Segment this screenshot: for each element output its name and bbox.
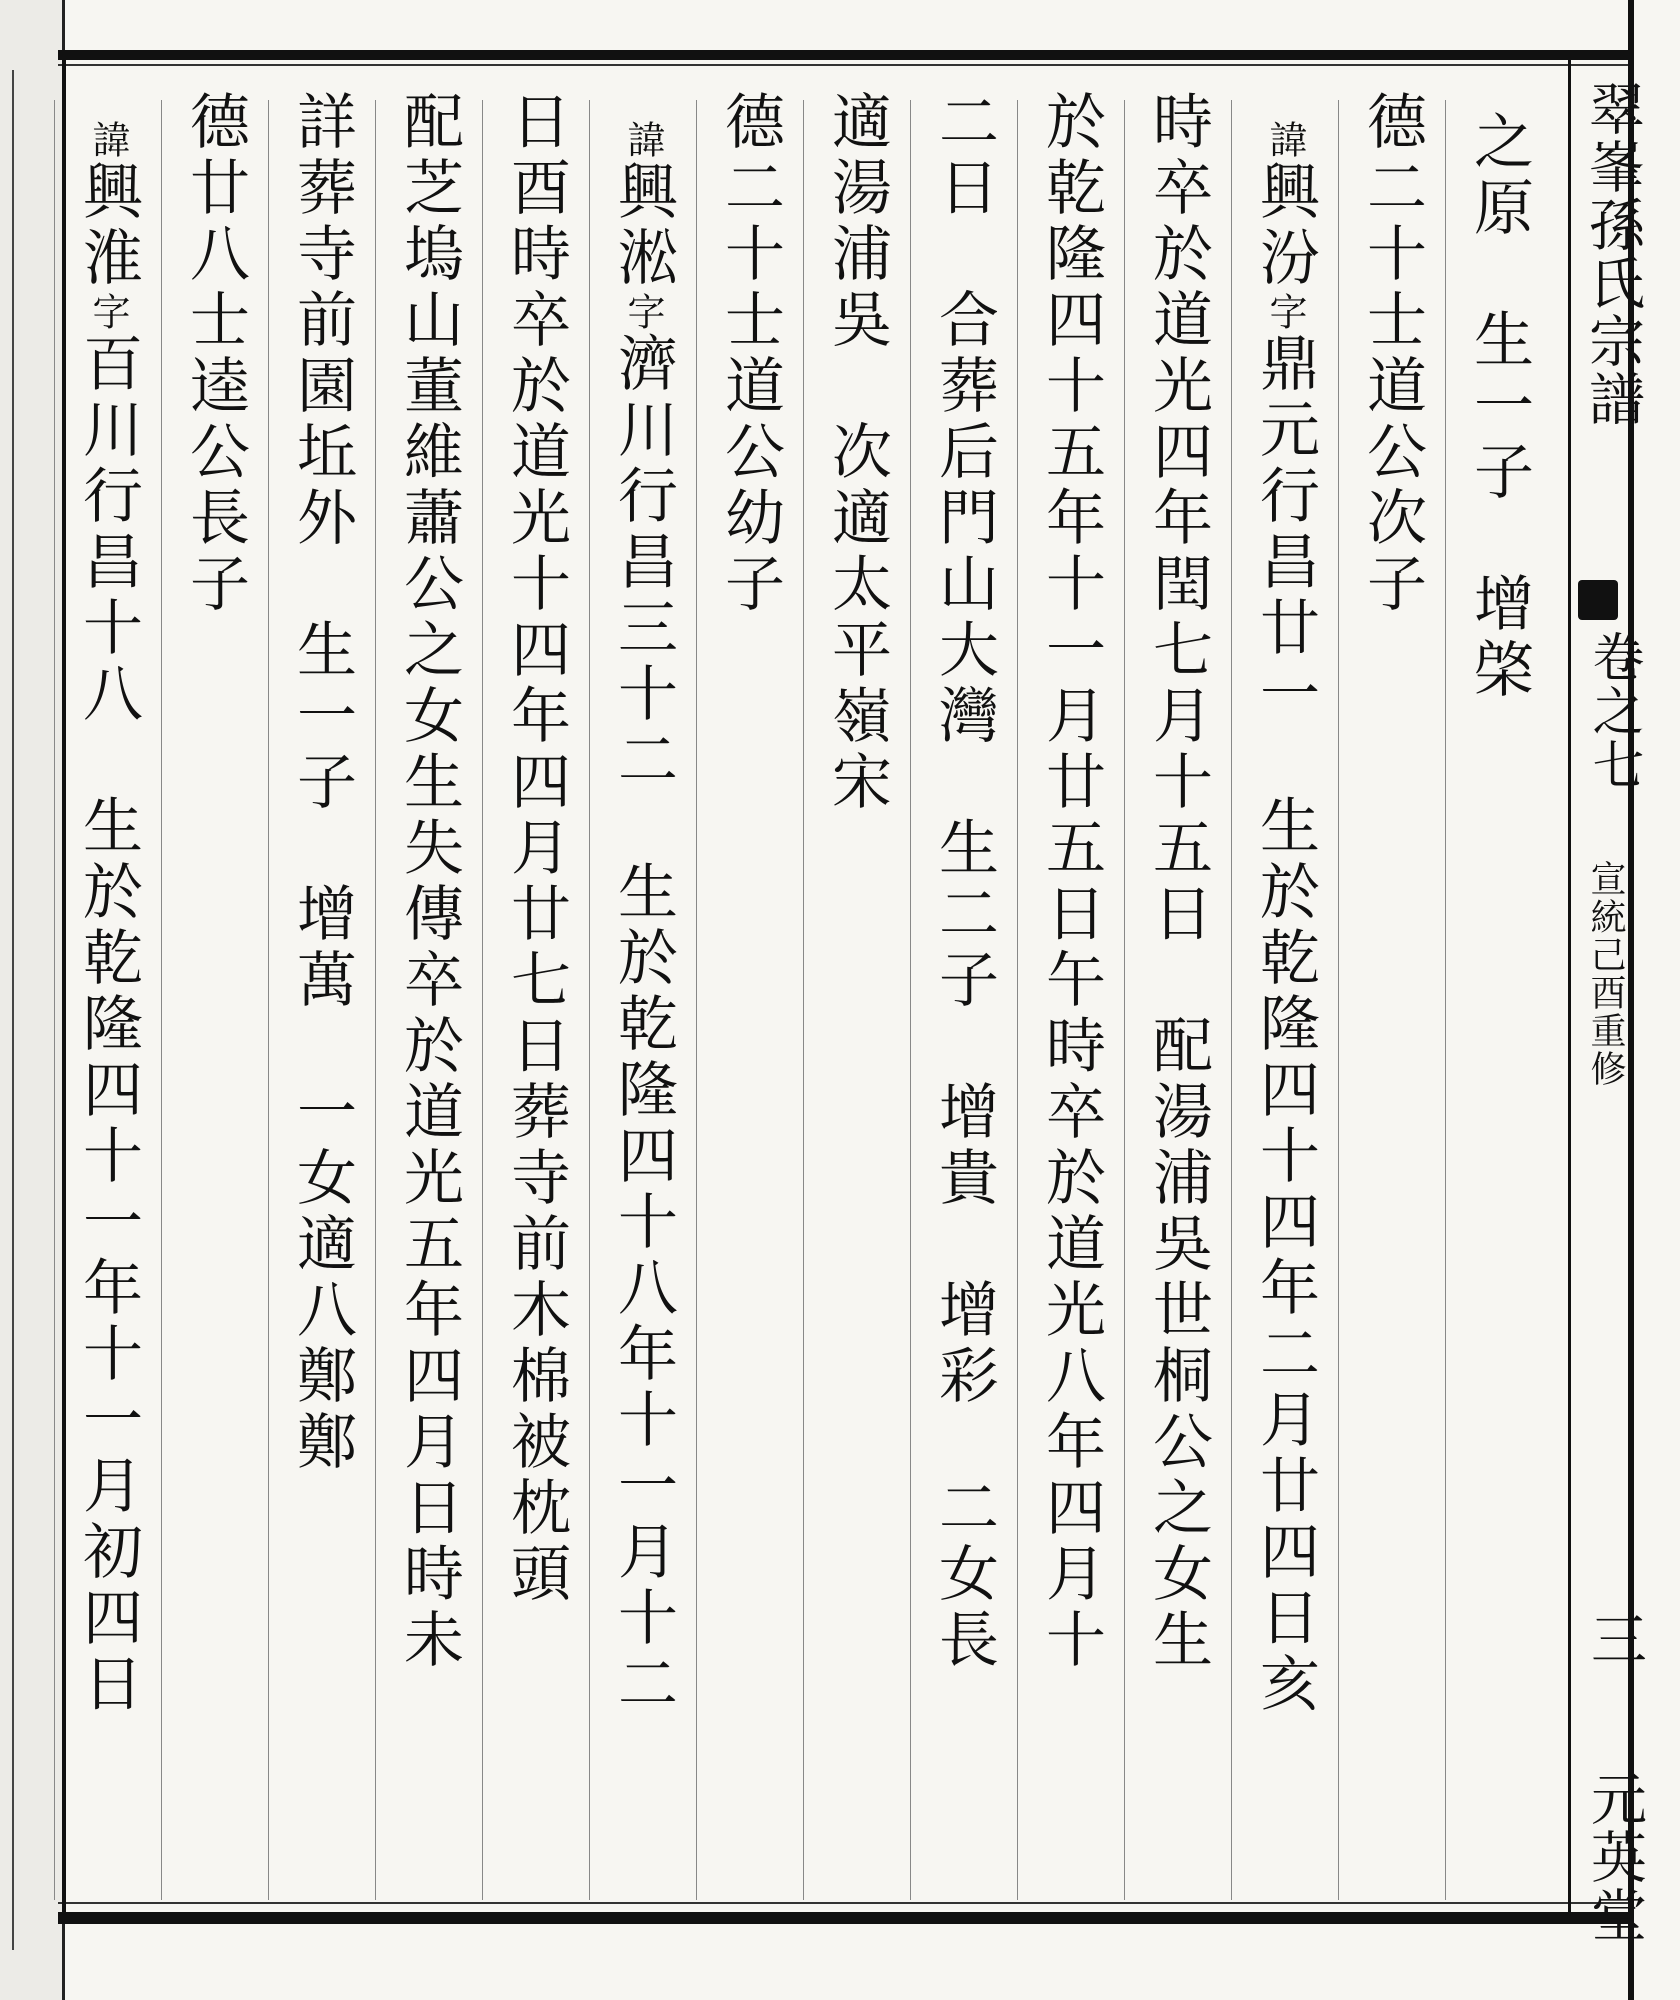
- column-text: 適湯浦吳 次適太平嶺宋: [822, 90, 892, 816]
- taboo-name-marker: 諱: [621, 120, 665, 160]
- page-margin-strip: [1570, 70, 1647, 1944]
- text-column: [1241, 120, 1329, 1930]
- fishtail-marker: [1578, 580, 1618, 620]
- column-text: 興汾: [1250, 160, 1320, 292]
- taboo-name-marker: 諱: [1263, 120, 1307, 160]
- column-text-continued: 濟川行昌三十二 生於乾隆四十八年十一月十二: [608, 332, 678, 1718]
- volume-label: 卷之七: [1583, 630, 1643, 792]
- column-rule: [696, 100, 697, 1900]
- edition-note: 宣統己酉重修: [1585, 860, 1626, 1088]
- text-column: [385, 90, 473, 1900]
- column-text: 之原 生一子 增棨: [1464, 110, 1534, 704]
- column-text: 時卒於道光四年閏七月十五日 配湯浦吳世桐公之女生: [1143, 90, 1213, 1674]
- text-column: [1027, 90, 1115, 1900]
- column-rule: [54, 100, 55, 1900]
- column-text: 德廿八士逵公長子: [180, 90, 250, 618]
- column-rule: [1338, 100, 1339, 1900]
- column-rule: [482, 100, 483, 1900]
- courtesy-name-marker: 字: [86, 292, 130, 332]
- text-column: [813, 90, 901, 1900]
- column-rule: [375, 100, 376, 1900]
- hall-name: 元英堂: [1582, 1770, 1647, 1944]
- column-text: 德二十士道公幼子: [715, 90, 785, 618]
- top-border-inner: [58, 64, 1630, 66]
- column-text: 德二十士道公次子: [1357, 90, 1427, 618]
- text-column: [1455, 110, 1543, 1920]
- column-rule: [803, 100, 804, 1900]
- column-text-continued: 百川行昌十八 生於乾隆四十一年十一月初四日: [73, 332, 143, 1718]
- column-text: 興淞: [608, 160, 678, 292]
- text-column: [492, 90, 580, 1900]
- text-column: [64, 120, 152, 1930]
- text-column: [171, 90, 259, 1900]
- bottom-border-inner: [58, 1902, 1630, 1904]
- column-rule: [1231, 100, 1232, 1900]
- text-column: [599, 120, 687, 1930]
- top-border: [58, 50, 1630, 60]
- text-column: [706, 90, 794, 1900]
- column-text: 於乾隆四十五年十一月廿五日午時卒於道光八年四月十: [1036, 90, 1106, 1674]
- column-rule: [161, 100, 162, 1900]
- text-column: [920, 90, 1008, 1900]
- column-text-continued: 鼎元行昌廿一 生於乾隆四十四年二月廿四日亥: [1250, 332, 1320, 1718]
- courtesy-name-marker: 字: [621, 292, 665, 332]
- taboo-name-marker: 諱: [86, 120, 130, 160]
- column-rule: [910, 100, 911, 1900]
- left-page-edge: [0, 0, 65, 2000]
- courtesy-name-marker: 字: [1263, 292, 1307, 332]
- column-rule: [589, 100, 590, 1900]
- column-rule: [1445, 100, 1446, 1900]
- text-column: [1134, 90, 1222, 1900]
- fold-line: [12, 70, 14, 1950]
- column-rule: [1017, 100, 1018, 1900]
- genealogy-title: 翠峯孫氏宗譜: [1580, 80, 1645, 428]
- column-rule: [1124, 100, 1125, 1900]
- folio-number: 三: [1582, 1610, 1647, 1668]
- column-text: 日酉時卒於道光十四年四月廿七日葬寺前木棉被枕頭: [501, 90, 571, 1608]
- text-column: [1348, 90, 1436, 1900]
- text-column: [278, 90, 366, 1900]
- column-text: 二日 合葬后門山大灣 生二子 增貴 增彩 二女長: [929, 90, 999, 1674]
- column-text: 配芝塢山董維蕭公之女生失傳卒於道光五年四月日時未: [394, 90, 464, 1674]
- bottom-border: [58, 1912, 1630, 1924]
- column-text: 詳葬寺前園坵外 生一子 增萬 一女適八鄭鄭: [287, 90, 357, 1476]
- column-text: 興淮: [73, 160, 143, 292]
- column-rule: [268, 100, 269, 1900]
